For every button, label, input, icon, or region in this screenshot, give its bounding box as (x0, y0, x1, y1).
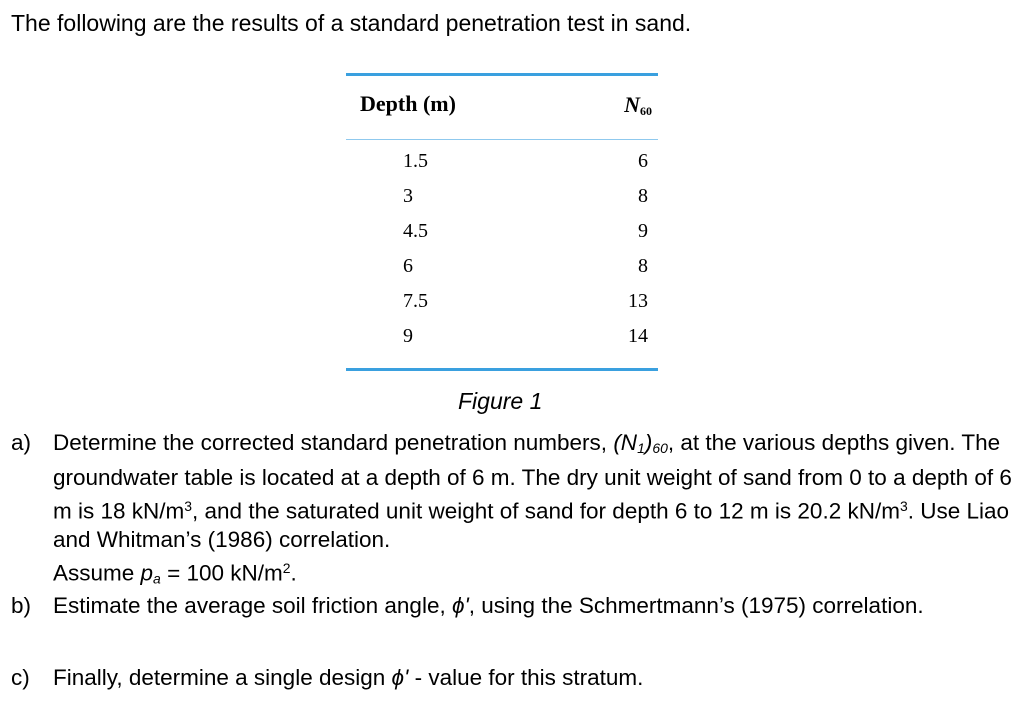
depth-cell: 3 (403, 185, 413, 207)
depth-cell: 9 (403, 325, 413, 347)
question-text: Finally, determine a single design ϕ' - value for this stratum. (53, 665, 644, 690)
depth-cell: 7.5 (403, 290, 428, 312)
question-label: b) (11, 593, 32, 618)
n60-cell: 8 (638, 185, 648, 207)
question-b (11, 591, 1013, 620)
question-a (11, 428, 1013, 594)
table-bottom-rule (346, 368, 658, 371)
table-row (346, 144, 658, 179)
n60-cell: 8 (638, 255, 648, 277)
n60-cell: 14 (628, 325, 648, 347)
question-label: a) (11, 430, 32, 455)
intro-text: The following are the results of a standard penetration test in sand. (11, 10, 692, 36)
depth-cell: 6 (403, 255, 413, 277)
n60-cell: 9 (638, 220, 648, 242)
table-row (346, 249, 658, 284)
n60-cell: 6 (638, 150, 648, 172)
table-header (346, 76, 658, 129)
table-row (346, 179, 658, 214)
header-depth: Depth (m) (360, 91, 456, 116)
question-c (11, 663, 1013, 692)
spt-table (346, 73, 658, 371)
question-text: Determine the corrected standard penetration numbers, $(N_1)_{60}$, at the various depths given. The groundwater table is located at a depth of 6 m. The dry unit weight of sand from 0 to a depth of 6 m is 18 $kN/m^3$, and the saturated unit weight of sand for depth 6 to 12 m is 20.2 $kN/m^3$. Use Liao and Whitman’s (1986) correlation. Assume $p_a = 100$ $kN/m^2$. (53, 430, 1012, 587)
table-row (346, 319, 658, 354)
table-row (346, 214, 658, 249)
depth-cell: 4.5 (403, 220, 428, 242)
header-n60: $N_{60}$ (624, 92, 652, 118)
figure-caption: Figure 1 (458, 388, 543, 414)
table-row (346, 284, 658, 319)
n60-cell: 13 (628, 290, 648, 312)
question-text: Estimate the average soil friction angle, ϕ', using the Schmertmann’s (1975) correlation. (53, 593, 924, 618)
question-label: c) (11, 665, 30, 690)
depth-cell: 1.5 (403, 150, 428, 172)
